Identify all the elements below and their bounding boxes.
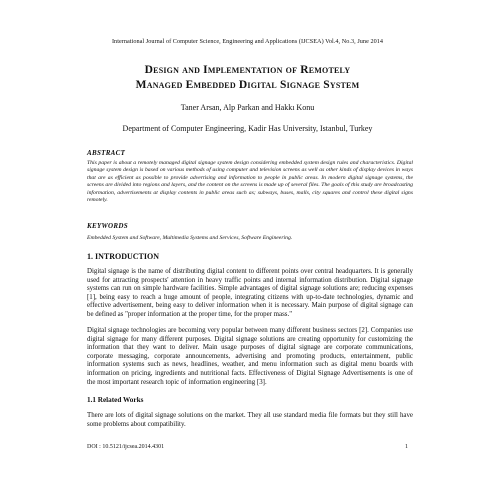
affiliation: Department of Computer Engineering, Kadir Has University, Istanbul, Turkey bbox=[122, 124, 373, 133]
page-number: 1 bbox=[405, 444, 408, 450]
title-line-1: Design and Implementation of Remotely bbox=[144, 64, 351, 76]
journal-header: International Journal of Computer Science, Engineering and Applications (IJCSEA) Vol.4, No.3, June 2014 bbox=[111, 38, 384, 45]
abstract-text: This paper is about a remotely managed digital signage system design considering embedded system design rules and characteristics. Digital signage system design is based on various methods of using computer and television screens as well as other kinds of display devices in ways that are as efficient as possible to provide advertising and information to people in public areas. In modern digital signage systems, the screens are divided into regions and layers, and the content on the screens is made up of several files. The goals of this study are broadcasting information, advertisements at display contents in public areas such as; subways, buses, malls, city squares and control these digital signs remotely. bbox=[87, 160, 413, 204]
abstract-heading: ABSTRACT bbox=[87, 149, 126, 157]
related-works-heading: 1.1 Related Works bbox=[87, 396, 144, 404]
paper-title bbox=[0, 63, 495, 93]
related-works-paragraph: There are lots of digital signage solutions on the market. They all use standard media file formats but they still have some problems about compatibility. bbox=[87, 412, 413, 428]
title-line-2: Managed Embedded Digital Signage System bbox=[135, 79, 360, 91]
introduction-paragraph-1: Digital signage is the name of distributing digital content to different points over central headquarters. It is generally used for attracting prospects' attention in heavy traffic points and internal information distribution. Digital signage systems can run on simple hardware facilities. Simple advantages of digital signage solutions are; reducing expenses [1], being easy to reach a huge amount of people, integrating citizens with up-to-date technologies, dynamic and effective advertisement, being easy to deliver information when it is necessary. Main purpose of digital signage can be defined as "proper information at the proper time, for the proper mass." bbox=[87, 268, 413, 318]
introduction-heading: 1. INTRODUCTION bbox=[87, 252, 160, 261]
doi-footer: DOI : 10.5121/ijcsea.2014.4301 bbox=[87, 444, 165, 450]
authors: Taner Arsan, Alp Parkan and Hakkı Konu bbox=[180, 103, 315, 112]
keywords-text: Embedded System and Software, Multimedia Systems and Services, Software Engineering. bbox=[87, 235, 293, 241]
introduction-paragraph-2: Digital signage technologies are becoming very popular between many different business sectors [2]. Companies use digital signage for many different purposes. Digital signage solutions are creating opportunity for customizing the information that they want to deliver. Main usage purposes of digital signage are corporate communications, corporate messaging, corporate announcements, advertising and promoting products, entertainment, public information systems such as news, headlines, weather, and menu information such as digital menu boards with information on pricing, ingredients and nutritional facts. Effectiveness of Digital Signage Advertisements is one of the most important research topic of information engineering [3]. bbox=[87, 327, 413, 386]
keywords-heading: KEYWORDS bbox=[87, 222, 128, 230]
